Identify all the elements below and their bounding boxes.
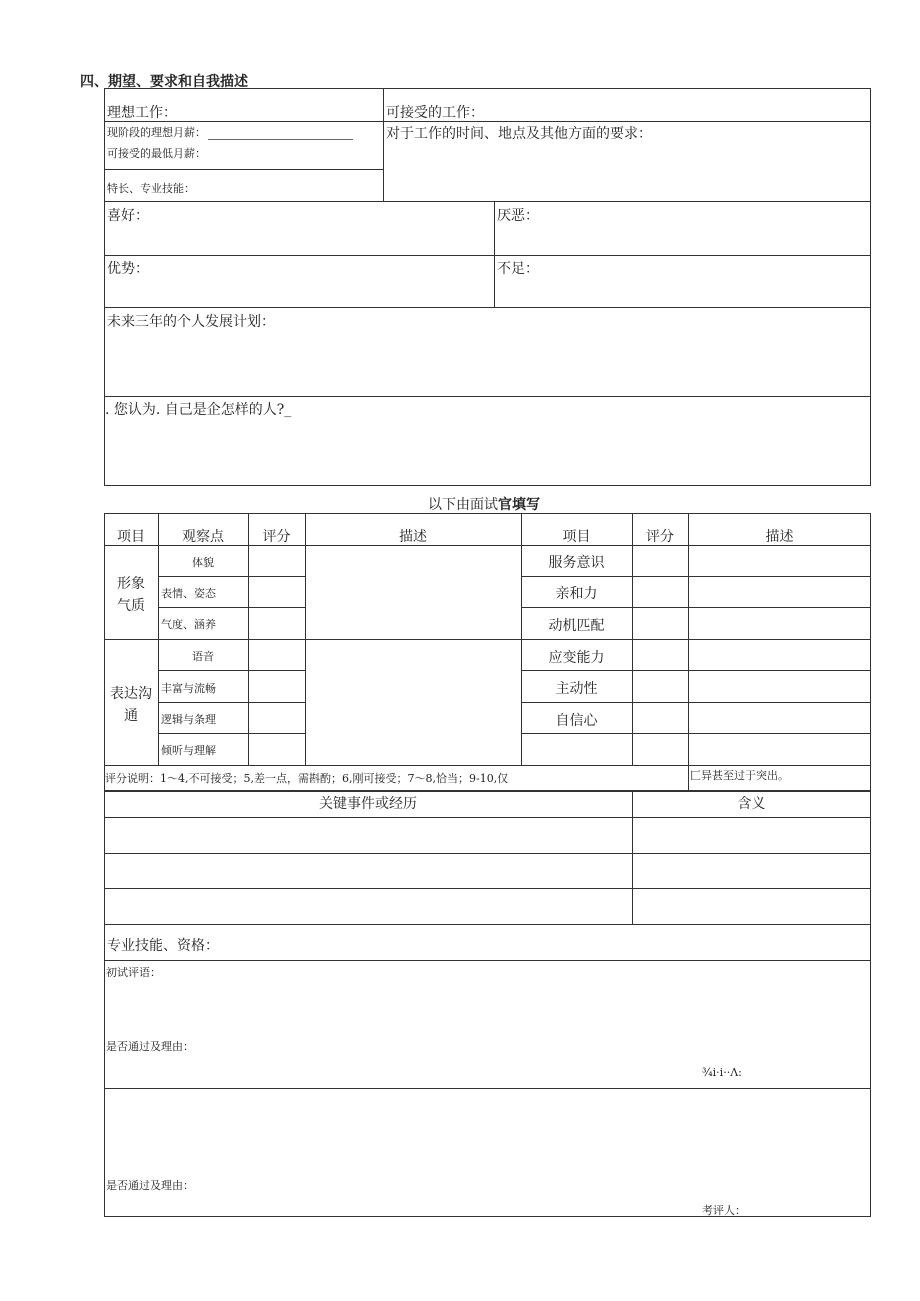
min-salary-label: 可接受的最低月薪： (107, 147, 206, 160)
current-salary-field[interactable] (107, 124, 353, 140)
pass-reason-label-2: 是否通过及理由： (106, 1179, 194, 1192)
right-item: 亲和力 (555, 586, 598, 602)
header-observe: 观察点 (182, 529, 224, 545)
signer-label-1: ¾i·i··Λ: (702, 1066, 742, 1079)
first-comment-label: 初试评语： (106, 966, 161, 979)
score-note: 评分说明：1～4,不可接受；5,差一点，需斟酌；6,刚可接受；7～8,恰当；9-10,仅 (105, 772, 509, 785)
weaknesses-label: 不足： (497, 261, 539, 277)
header-score2: 评分 (646, 529, 674, 545)
right-item: 应变能力 (548, 650, 605, 666)
group-appearance: 形象 气质 (117, 576, 145, 614)
right-item: 服务意识 (548, 555, 605, 571)
pass-reason-label-1: 是否通过及理由： (106, 1040, 194, 1053)
header-item: 项目 (117, 529, 145, 545)
dislikes-label: 厌恶： (497, 208, 539, 224)
observe-point: 语音 (192, 650, 214, 663)
events-header: 关键事件或经历 (319, 796, 417, 812)
events-table (104, 791, 871, 1217)
salary-blank-line (208, 127, 353, 140)
section-heading: 四、期望、要求和自我描述 (80, 74, 248, 90)
group-communication: 表达沟 通 (110, 686, 152, 724)
skills-label: 特长、专业技能： (107, 182, 195, 195)
acceptable-job-label: 可接受的工作： (386, 105, 484, 121)
right-item: 动机匹配 (548, 618, 605, 634)
ideal-job-label: 理想工作： (107, 105, 177, 121)
interview-title-prefix: 以下由面试 (428, 497, 498, 513)
requirements-label: 对于工作的时间、地点及其他方面的要求： (386, 126, 652, 142)
observe-point: 气度、涵养 (161, 618, 216, 631)
observe-point: 倾听与理解 (161, 744, 216, 757)
score-note-continued: 匚异甚至过于突出。 (690, 769, 789, 782)
plan-label: 未来三年的个人发展计划： (107, 314, 275, 330)
observe-point: 表情、姿态 (161, 587, 216, 600)
right-item: 主动性 (555, 681, 598, 697)
self-view-label: . 您认为. 自己是企怎样的人?_ (105, 402, 292, 418)
signer-label-2: 考评人： (702, 1204, 746, 1217)
observe-point: 丰富与流畅 (161, 682, 216, 695)
meaning-header: 含义 (737, 796, 766, 812)
interview-title-bold: 官填写 (498, 497, 540, 513)
pro-skills-label: 专业技能、资格： (107, 938, 219, 954)
strengths-label: 优势： (107, 261, 149, 277)
observe-point: 体貌 (192, 556, 214, 569)
current-salary-label: 现阶段的理想月薪： (107, 126, 206, 139)
right-item: 自信心 (555, 713, 598, 729)
expectations-table (104, 88, 871, 486)
header-desc: 描述 (399, 529, 427, 545)
header-desc2: 描述 (765, 529, 794, 545)
interview-title (428, 494, 540, 514)
observe-point: 逻辑与条理 (161, 713, 216, 726)
header-item2: 项目 (562, 529, 591, 545)
likes-label: 喜好： (107, 208, 149, 224)
header-score: 评分 (262, 529, 291, 545)
